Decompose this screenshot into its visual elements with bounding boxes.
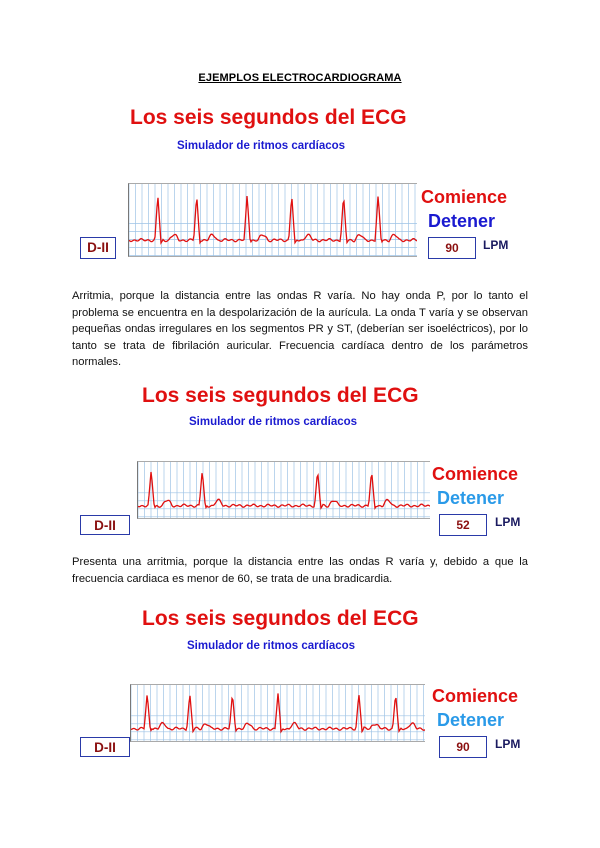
lead-label: D-II (80, 515, 130, 535)
ecg-grid-trace (129, 184, 417, 256)
heart-rate-value: 90 (428, 237, 476, 259)
ecg-subtitle: Simulador de ritmos cardíacos (189, 416, 358, 428)
ecg-heading: Los seis segundos del ECG (130, 106, 407, 129)
ecg-trace (129, 196, 417, 243)
ecg-subtitle: Simulador de ritmos cardíacos (187, 640, 356, 652)
ecg-strip (130, 684, 425, 742)
document-title: EJEMPLOS ELECTROCARDIOGRAMA (198, 72, 402, 84)
ecg-trace (131, 693, 425, 731)
ecg-heading: Los seis segundos del ECG (142, 384, 419, 407)
description-paragraph: Presenta una arritmia, porque la distancia entre las ondas R varía y, debido a que la frecuencia cardiaca es menor de 60, se trata de una bradicardia. (72, 556, 528, 585)
heart-rate-value: 52 (439, 514, 487, 536)
heart-rate-unit: LPM (495, 515, 521, 529)
lead-label: D-II (80, 737, 130, 757)
ecg-heading: Los seis segundos del ECG (142, 607, 419, 630)
stop-button[interactable]: Detener (428, 211, 496, 231)
start-button[interactable]: Comience (432, 686, 519, 706)
description-paragraph: Arritmia, porque la distancia entre las ondas R varía. No hay onda P, por lo tanto el problema se encuentra en la despolarización de la aurícula. La onda T varía y se observan pequeñas ondas irregulares en los segmentos PR y ST, (deberían ser isoeléctricos), por lo tanto se trata de fibrilación auricular. Frecuencia cardíaca dentro de los parámetros normales. (72, 290, 528, 368)
start-button[interactable]: Comience (432, 464, 519, 484)
start-button[interactable]: Comience (421, 187, 508, 207)
ecg-grid-trace (131, 685, 425, 741)
heart-rate-unit: LPM (483, 238, 509, 252)
heart-rate-value: 90 (439, 736, 487, 758)
ecg-strip (128, 183, 417, 257)
stop-button[interactable]: Detener (437, 488, 505, 508)
lead-label: D-II (80, 237, 116, 259)
heart-rate-unit: LPM (495, 737, 521, 751)
ecg-trace (138, 472, 430, 508)
ecg-strip (137, 461, 430, 519)
stop-button[interactable]: Detener (437, 710, 505, 730)
ecg-grid-trace (138, 462, 430, 518)
ecg-subtitle: Simulador de ritmos cardíacos (177, 140, 346, 152)
